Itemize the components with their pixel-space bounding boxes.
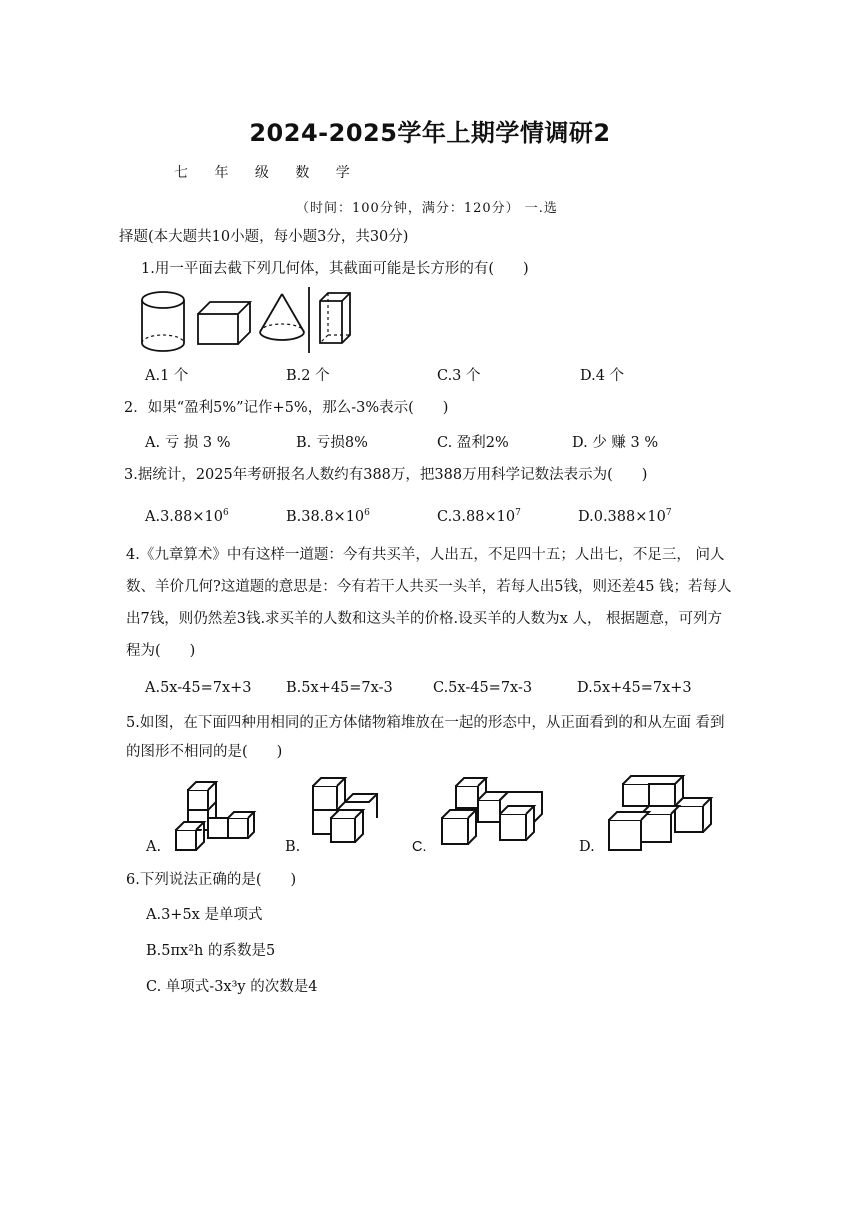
- q6-option-a: A.3+5x 是单项式: [146, 907, 263, 923]
- q4-option-b: B.5x+45=7x-3: [286, 680, 393, 696]
- q5-label-c: C.: [412, 839, 427, 855]
- q1-option-a: A.1 个: [145, 368, 189, 384]
- prism-icon: [308, 287, 358, 353]
- q3-option-b-exp: 6: [364, 508, 370, 519]
- q3-stem: 3.据统计，2025年考研报名人数约有388万，把388万用科学记数法表示为( ): [124, 467, 648, 483]
- exam-title: 2024-2025学年上期学情调研2: [249, 119, 611, 147]
- q5-label-a: A.: [146, 839, 162, 855]
- q5-figure-c: [438, 772, 553, 854]
- q3-option-a: [145, 510, 229, 525]
- q2-option-c: C. 盈利2%: [437, 435, 509, 451]
- q1-stem: 1.用一平面去截下列几何体，其截面可能是长方形的有( ): [141, 261, 529, 277]
- q3-option-a-exp: 6: [222, 508, 229, 519]
- q3-option-d-base: D.0.388×10: [578, 509, 666, 525]
- q3-option-d: [578, 510, 672, 525]
- q4-line-3: 出7钱，则仍然差3钱.求买羊的人数和这头羊的价格.设买羊的人数为x 人， 根据题意，可列方: [126, 611, 723, 627]
- q5-label-b: B.: [285, 839, 301, 855]
- q5-figure-a: [170, 772, 260, 854]
- q4-line-2: 数、羊价几何?这道题的意思是：今有若干人共买一头羊，若每人出5钱，则还差45 钱；若每人: [126, 579, 732, 595]
- q2-option-a: A. 亏 损 3 %: [145, 435, 231, 451]
- q3-option-b-base: B.38.8×10: [286, 509, 365, 525]
- q5-figure-d: [603, 772, 718, 854]
- q2-option-d: D. 少 赚 3 %: [572, 435, 659, 451]
- q4-option-c: C.5x-45=7x-3: [433, 680, 533, 696]
- q2-option-b: B. 亏损8%: [296, 435, 368, 451]
- cuboid-icon: [198, 302, 250, 344]
- q3-option-a-base: A.3.88×10: [145, 509, 223, 525]
- q3-option-d-exp: 7: [665, 508, 672, 519]
- q3-option-c: [437, 510, 521, 525]
- q6-option-b: B.5πx²h 的系数是5: [146, 943, 276, 959]
- q4-line-1: 4.《九章算术》中有这样一道题：今有共买羊，人出五，不足四十五；人出七，不足三， 问人: [126, 547, 725, 563]
- q4-option-a: A.5x-45=7x+3: [145, 680, 252, 696]
- q1-option-d: D.4 个: [580, 368, 625, 384]
- q1-option-b: B.2 个: [286, 368, 330, 384]
- q5-figure-b: [305, 772, 385, 854]
- time-note: （时间：100分钟，满分：120分） 一.选: [296, 201, 558, 216]
- q5-line-1: 5.如图，在下面四种用相同的正方体储物箱堆放在一起的形态中，从正面看到的和从左面 看到: [126, 715, 725, 731]
- cone-icon: [260, 294, 304, 340]
- q1-option-c: C.3 个: [437, 368, 481, 384]
- q3-option-c-exp: 7: [515, 508, 521, 519]
- q4-line-4: 程为( ): [126, 643, 196, 659]
- q2-stem: 2．如果“盈利5%”记作+5%，那么-3%表示( ): [124, 400, 449, 416]
- q3-option-b: [286, 510, 370, 525]
- section-heading: 择题(本大题共10小题，每小题3分，共30分): [119, 229, 409, 245]
- q4-option-d: D.5x+45=7x+3: [577, 680, 692, 696]
- q5-line-2: 的图形不相同的是( ): [126, 744, 283, 760]
- q6-stem: 6.下列说法正确的是( ): [126, 872, 297, 888]
- grade-subject: 七 年 级 数 学: [174, 165, 361, 181]
- cylinder-icon: [142, 292, 184, 351]
- q5-label-d: D.: [579, 839, 595, 855]
- q3-option-c-base: C.3.88×10: [437, 509, 516, 525]
- q6-option-c: C. 单项式-3x³y 的次数是4: [146, 979, 318, 995]
